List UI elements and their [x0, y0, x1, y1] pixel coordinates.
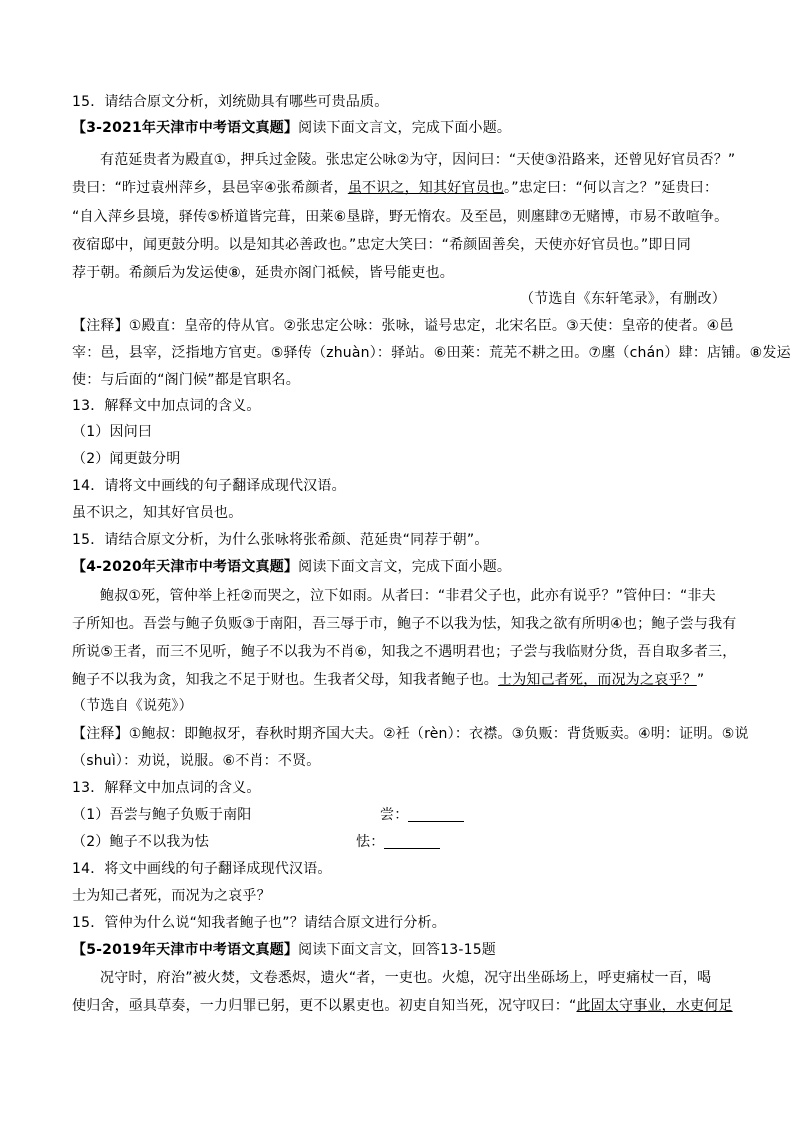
answer-label [356, 832, 440, 852]
underlined-sentence: 此固太守事业，水吏何足 [576, 998, 733, 1014]
section-4-header [72, 557, 511, 577]
passage-line: 况守时，府治”被火焚，文卷悉烬，遗火“者，一吏也。火熄，况守出坐砾场上，呼吏痛杖一百，喝 [100, 970, 712, 986]
question-13-text: 13．解释文中加点词的含义。 [72, 780, 261, 796]
passage-line [72, 670, 704, 690]
answer-label-text: 尝： [380, 807, 409, 823]
question-15-text: 15．请结合原文分析，为什么张咏将张希颜、范延贵“同荐于朝”。 [72, 532, 489, 548]
underlined-sentence: 士为知己者死，而况为之哀乎？ [498, 672, 697, 688]
passage-segment: 使归舍，亟具草奏，一力归罪已躬，更不以累吏也。初吏自知当死，况守叹曰：“ [72, 998, 577, 1014]
question-13-text: 13．解释文中加点词的含义。 [72, 398, 261, 414]
section-3-header [72, 118, 511, 138]
passage-line: 鲍叔①死，管仲举上衽②而哭之，泣下如雨。从者曰：“非君父子也，此亦有说乎？”管仲曰：“非夫 [100, 588, 716, 604]
passage-source: （节选自《说苑》） [72, 698, 193, 714]
answer-blank[interactable] [408, 807, 464, 822]
section-4-source-label: 【4-2020年天津市中考语文真题】 [72, 559, 299, 575]
notes-line: 使：与后面的“阁门候”都是官职名。 [72, 372, 300, 388]
passage-segment: 贵曰：“昨过袁州萍乡，县邑宰④张希颜者， [72, 180, 348, 196]
translation-sentence: 士为知己者死，而况为之哀乎？ [72, 888, 271, 904]
answer-label [380, 805, 464, 825]
section-4-instruction: 阅读下面文言文，完成下面小题。 [298, 559, 512, 575]
question-15-text: 15．管仲为什么说“知我者鲍子也”？请结合原文进行分析。 [72, 915, 446, 931]
section-3-source-label: 【3-2021年天津市中考语文真题】 [72, 120, 299, 136]
passage-line: 夜宿邸中，闻更鼓分明。以是知其必善政也。”忠定大笑曰：“希颜固善矣，天使亦好官员也。”即日同 [72, 237, 691, 253]
notes-line: 【注释】①鲍叔：即鲍叔牙，春秋时期齐国大夫。②衽（rèn）：衣襟。③负贩：背货贩卖。④明：证明。⑤说 [72, 726, 749, 742]
notes-line: （shuì）：劝说，说服。⑥不肖：不贤。 [72, 753, 321, 769]
passage-segment: 鲍子不以我为贪，知我之不足于财也。生我者父母，知我者鲍子也。 [72, 672, 498, 688]
passage-source: （节选自《东轩笔录》，有删改） [520, 291, 726, 307]
passage-line [72, 996, 733, 1016]
question-item: （2）鲍子不以我为怯 [72, 834, 209, 850]
passage-segment: ” [696, 672, 705, 688]
passage-line: 所说⑤王者，而三不见听，鲍子不以我为不肖⑥，知我之不遇明君也；子尝与我临财分货，吾自取多者三， [72, 644, 737, 660]
answer-label-text: 怯： [356, 834, 385, 850]
passage-segment: 。”忠定曰：“何以言之？”延贵曰： [504, 180, 719, 196]
question-15-text: 15．请结合原文分析，刘统勋具有哪些可贵品质。 [72, 94, 389, 110]
question-14-text: 14．请将文中画线的句子翻译成现代汉语。 [72, 478, 346, 494]
notes-line: 【注释】①殿直：皇帝的侍从官。②张忠定公咏：张咏，谥号忠定，北宋名臣。③天使：皇帝的使者。④邑 [72, 318, 734, 334]
passage-line: 有范延贵者为殿直①，押兵过金陵。张忠定公咏②为守，因问曰：“天使③沿路来，还曾见好官员否？” [100, 152, 736, 168]
passage-line: 荐于朝。希颜后为发运使⑧，延贵亦阁门祗候，皆号能吏也。 [72, 265, 454, 281]
passage-line [72, 178, 718, 198]
translation-sentence: 虽不识之，知其好官员也。 [72, 505, 243, 521]
section-5-source-label: 【5-2019年天津市中考语文真题】 [72, 942, 299, 958]
answer-blank[interactable] [384, 834, 440, 849]
question-14-text: 14．将文中画线的句子翻译成现代汉语。 [72, 861, 332, 877]
question-item: （2）闻更鼓分明 [72, 451, 181, 467]
section-3-instruction: 阅读下面文言文，完成下面小题。 [298, 120, 512, 136]
underlined-sentence: 虽不识之，知其好官员也 [347, 180, 505, 196]
notes-line: 宰：邑，县宰，泛指地方官吏。⑤驿传（zhuàn）：驿站。⑥田莱：荒芜不耕之田。⑦廛（chán）肆：店铺。⑧发运 [72, 345, 791, 361]
passage-line: “自入萍乡县境，驿传⑤桥道皆完葺，田莱⑥垦辟，野无惰农。及至邑，则廛肆⑦无赌博，市易不敢喧争。 [72, 209, 729, 225]
section-5-instruction: 阅读下面文言文，回答13-15题 [298, 942, 497, 958]
passage-line: 子所知也。吾尝与鲍子负贩③于南阳，吾三辱于市，鲍子不以我为怯，知我之欲有所明④也；鲍子尝与我有 [72, 616, 737, 632]
question-item: （1）吾尝与鲍子负贩于南阳 [72, 807, 252, 823]
question-item: （1）因问曰 [72, 424, 153, 440]
section-5-header [72, 940, 496, 960]
